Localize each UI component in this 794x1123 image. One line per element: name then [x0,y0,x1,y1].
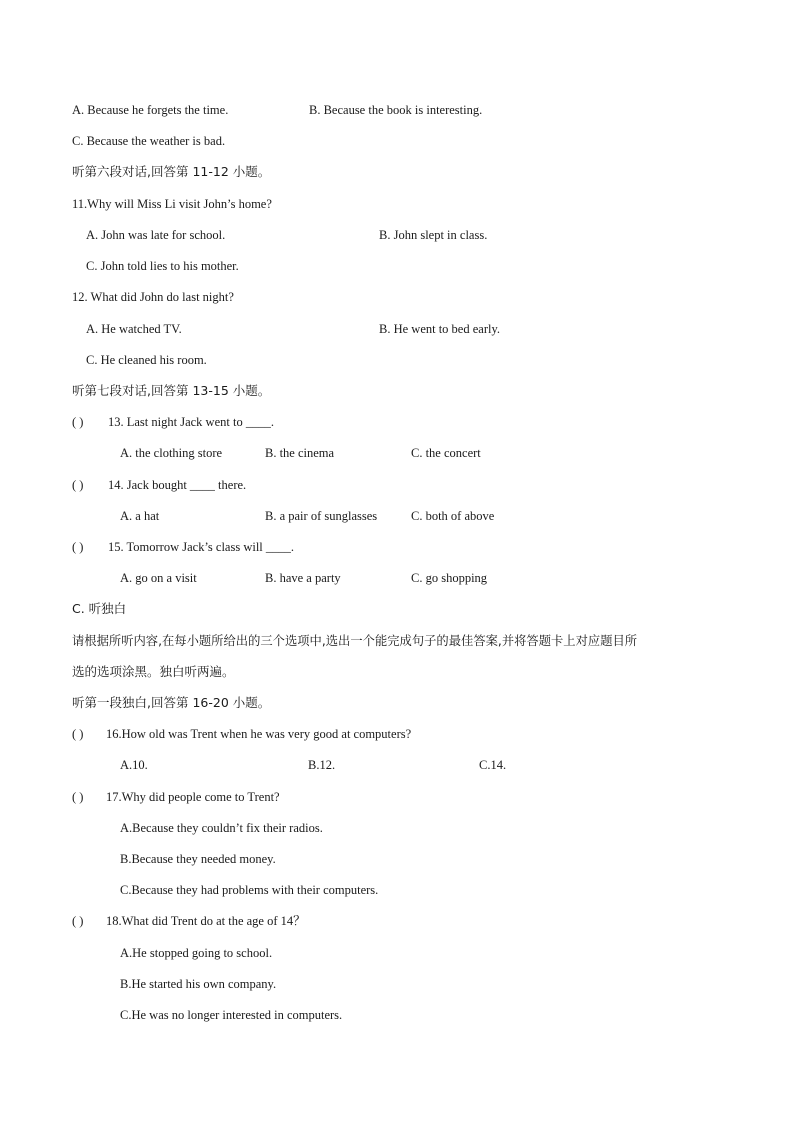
q16-answer-blank: ( ) [72,727,84,741]
q15-option-b: B. have a party [265,571,341,585]
q12-option-c: C. He cleaned his room. [86,353,207,367]
q17-answer-blank: ( ) [72,790,84,804]
q14-answer-blank: ( ) [72,478,84,492]
q17-option-c: C.Because they had problems with their computers. [120,883,379,897]
q10-option-c: C. Because the weather is bad. [72,134,226,148]
q14-option-a: A. a hat [120,509,160,523]
q12-option-a: A. He watched TV. [86,322,182,336]
part-c-directions-line1: 请根据所听内容,在每小题所给出的三个选项中,选出一个能完成句子的最佳答案,并将答题卡上对应题目所 [72,634,638,648]
q15-answer-blank: ( ) [72,540,84,554]
q18-answer-blank: ( ) [72,914,84,928]
q18-stem: 18.What did Trent do at the age of 14？ [106,914,306,928]
q11-option-b: B. John slept in class. [379,228,488,242]
section-7-instruction: 听第七段对话,回答第 13-15 小题。 [72,383,271,398]
q13-answer-blank: ( ) [72,415,84,429]
q13-option-a: A. the clothing store [120,446,223,460]
q10-option-a: A. Because he forgets the time. [72,103,229,117]
q15-option-c: C. go shopping [411,571,488,585]
q17-option-b: B.Because they needed money. [120,852,276,866]
q18-option-a: A.He stopped going to school. [120,946,273,960]
section-6-instruction: 听第六段对话,回答第 11-12 小题。 [72,164,271,179]
q15-option-a: A. go on a visit [120,571,197,585]
part-c-directions-line2: 选的选项涂黑。独白听两遍。 [72,664,235,679]
q14-option-c: C. both of above [411,509,495,523]
monologue-1-instruction: 听第一段独白,回答第 16-20 小题。 [72,695,271,710]
q18-option-c: C.He was no longer interested in computers. [120,1008,343,1022]
part-c-heading: C. 听独白 [72,601,127,616]
q14-option-b: B. a pair of sunglasses [265,509,378,523]
q17-stem: 17.Why did people come to Trent? [106,790,280,804]
q13-option-c: C. the concert [411,446,481,460]
q16-option-b: B.12. [308,758,336,772]
q15-stem: 15. Tomorrow Jack’s class will ____. [108,540,295,554]
q10-option-b: B. Because the book is interesting. [309,103,483,117]
q12-option-b: B. He went to bed early. [379,322,501,336]
q17-option-a: A.Because they couldn’t fix their radios. [120,821,323,835]
q18-option-b: B.He started his own company. [120,977,277,991]
q16-option-a: A.10. [120,758,148,772]
q16-option-c: C.14. [479,758,507,772]
q13-stem: 13. Last night Jack went to ____. [108,415,274,429]
q13-option-b: B. the cinema [265,446,335,460]
q11-option-a: A. John was late for school. [86,228,226,242]
q12-stem: 12. What did John do last night? [72,290,234,304]
q14-stem: 14. Jack bought ____ there. [108,478,247,492]
q16-stem: 16.How old was Trent when he was very good at computers? [106,727,412,741]
q11-option-c: C. John told lies to his mother. [86,259,239,273]
q11-stem: 11.Why will Miss Li visit John’s home? [72,197,272,211]
